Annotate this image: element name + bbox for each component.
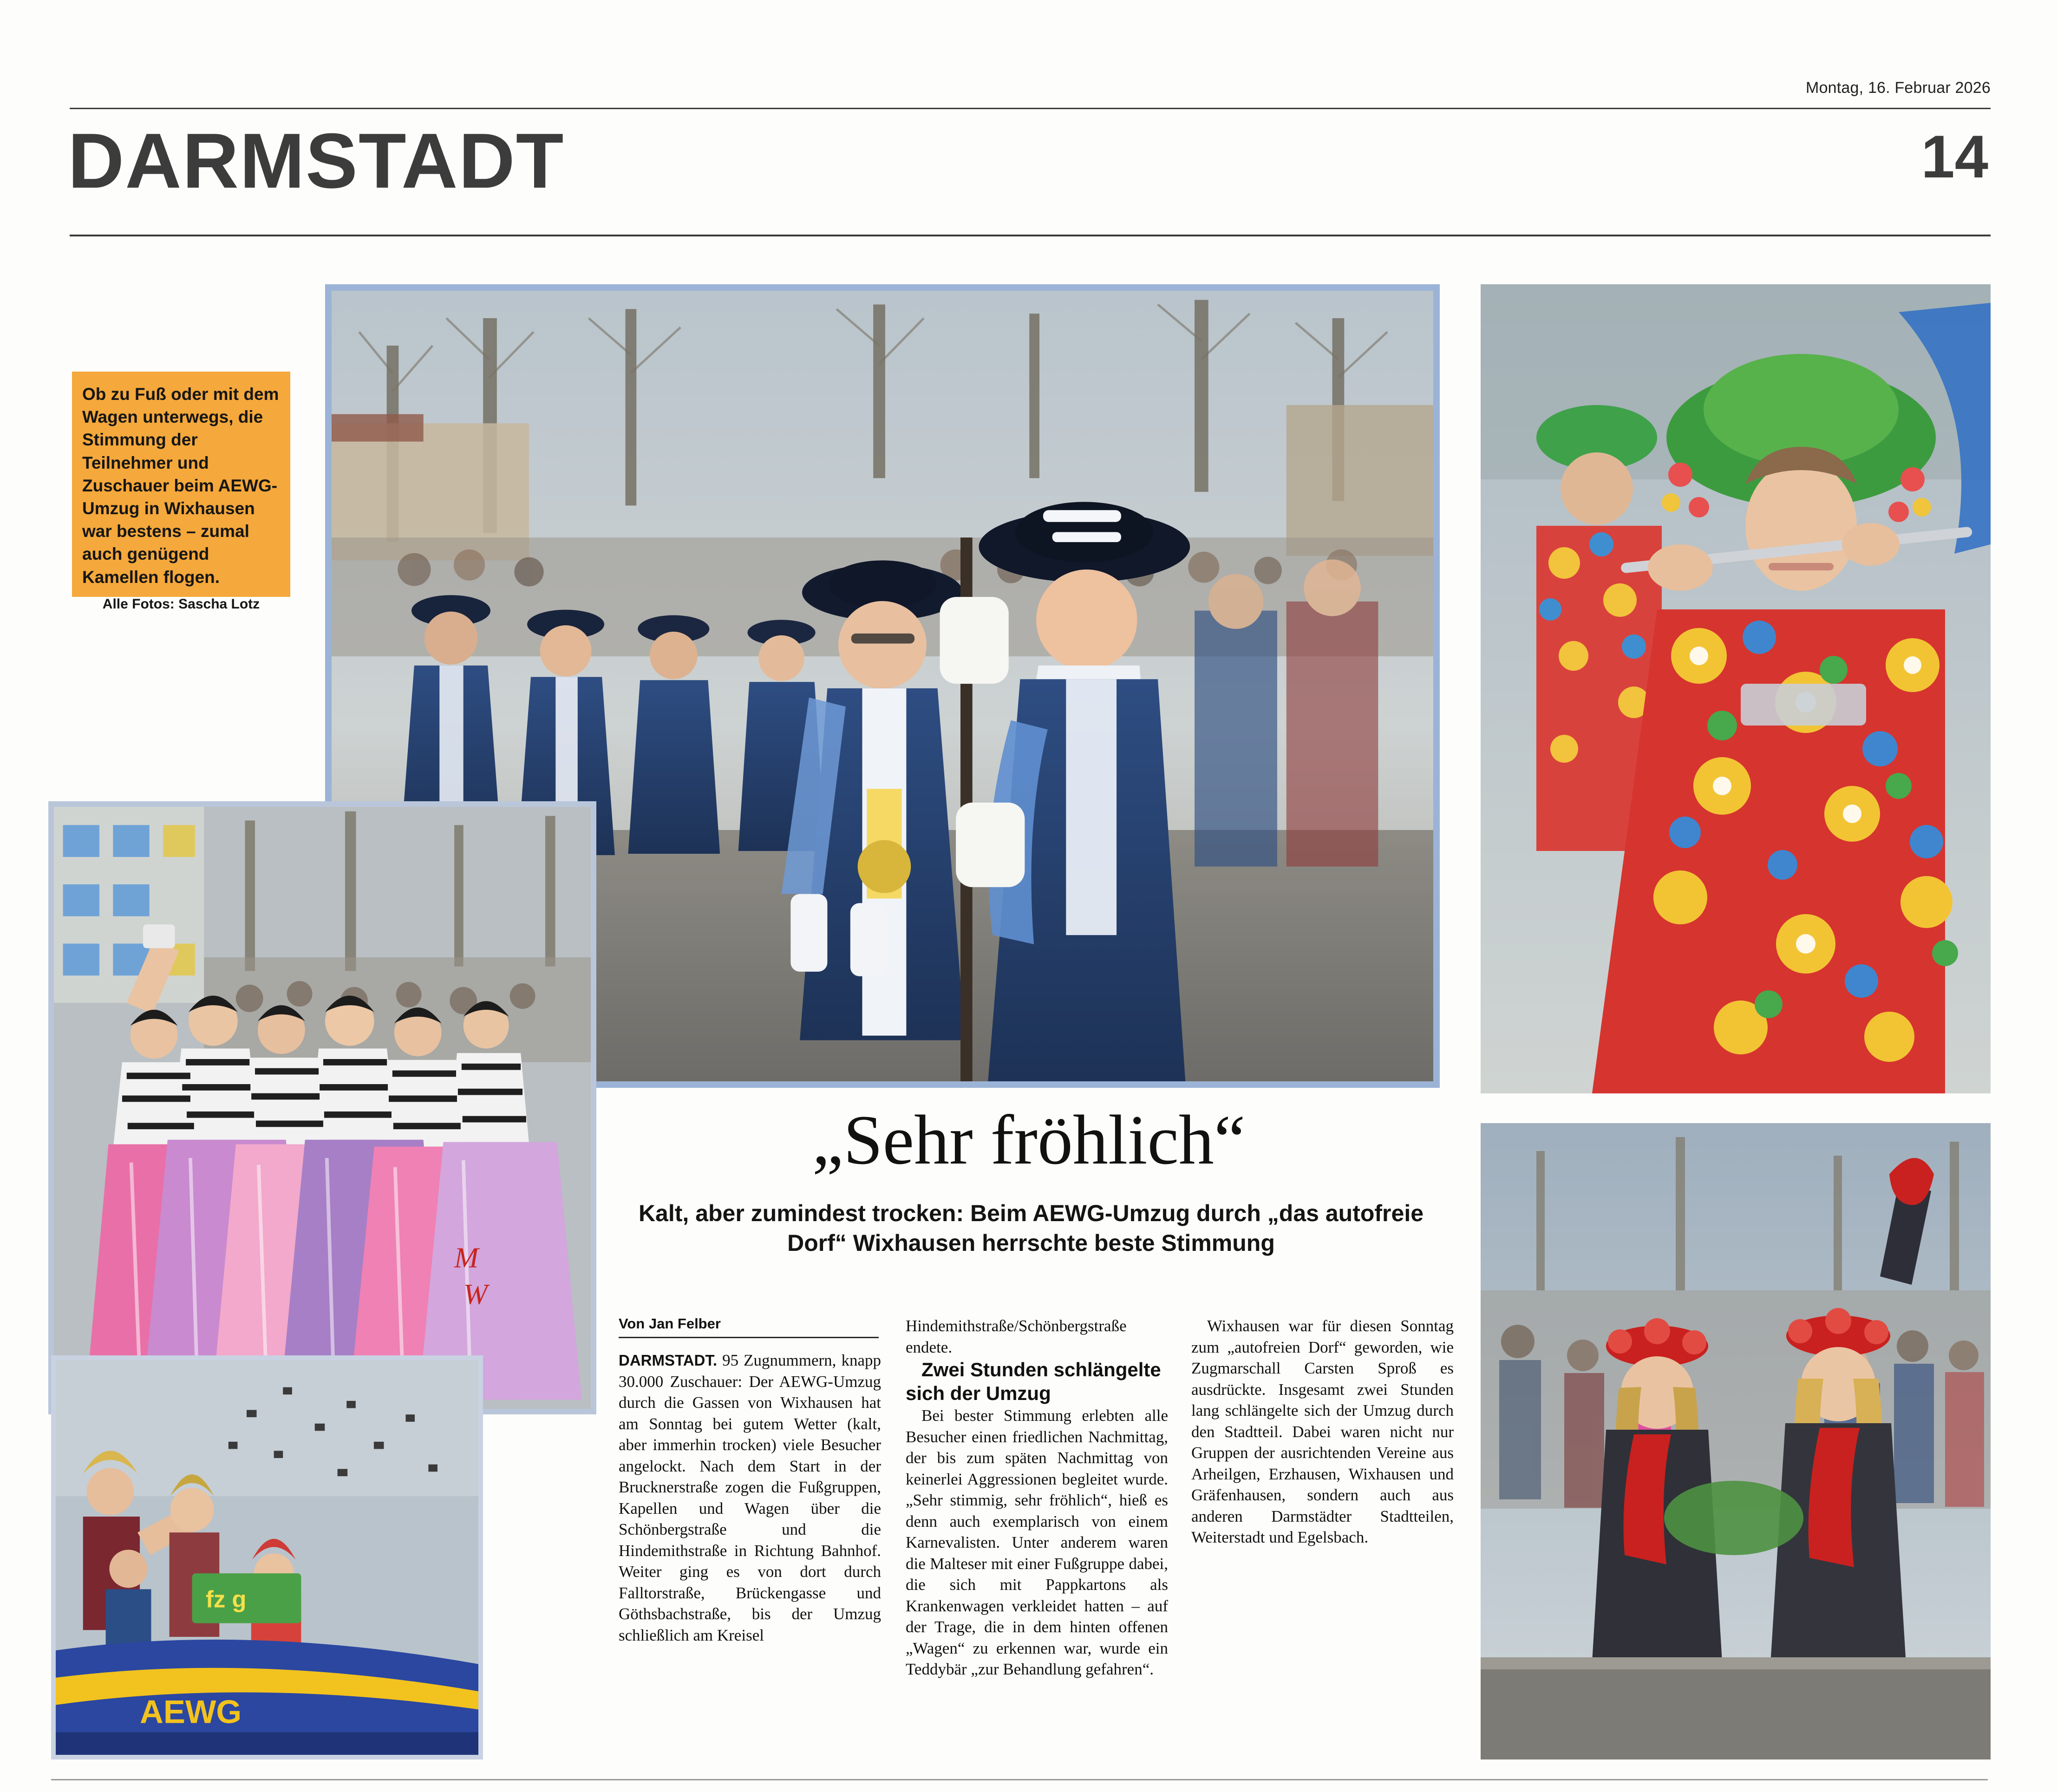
paragraph-1-text: 95 Zugnummern, knapp 30.000 Zuschauer: Der AEWG-Umzug durch die Gassen von Wixhausen hat am Sonntag bei gutem Wetter (kalt, aber immerhin trocken) viele Besucher angelockt. Nach dem Start in der Brucknerstraße zogen die Fußgruppen, Kapellen und Wagen über die Schönbergstraße und die Hindemithstraße in Richtung Bahnhof. Weiter ging es von dort durch Falltorstraße, Brückengasse und Göthsbachstraße, bis der Umzug schließlich am Kreisel (619, 1351, 881, 1644)
paragraph-1-continued: Hindemithstraße/Schönbergstraße endete. (906, 1317, 1127, 1356)
svg-text:W: W (463, 1278, 488, 1311)
byline: Von Jan Felber (619, 1315, 721, 1332)
zebra-costume-group-photo (48, 801, 596, 1414)
paragraph-1 (619, 1350, 881, 1646)
flute-player-photo (1481, 284, 1991, 1093)
svg-text:fz g: fz g (205, 1586, 247, 1613)
photo-credit: Alle Fotos: Sascha Lotz (102, 596, 260, 612)
paragraph-2: Bei bester Stimmung erlebten alle Besucher einen friedlichen Nachmittag, der bis zum späten Nachmittag von keinerlei Aggressionen begleitet wurde. „Sehr stimmig, sehr fröhlich“, hieß es denn auch exemplarisch von einem Karnevalisten. Unter anderem waren die Malteser mit einer Fußgruppe dabei, die sich mit Pappkartons als Krankenwagen verkleidet hatten – auf der Trage, die in dem hinten offenen „Wagen“ zu erkennen war, wurde ein Teddybär „zur Behandlung gefahren“. (906, 1406, 1168, 1679)
svg-text:AEWG: AEWG (140, 1693, 242, 1730)
paragraph-3: Wixhausen war für diesen Sonntag zum „autofreien Dorf“ geworden, wie Zugmarschall Carsten Sproß es ausdrückte. Insgesamt zwei Stunden lang schlängelte sich der Umzug durch den Stadtteil. Dabei waren nicht nur Gruppen der ausrichtenden Vereine aus Arheilgen, Erzhausen, Wixhausen und Gräfenhausen, sondern auch aus anderen Darmstädter Stadtteilen, Weiterstadt und Egelsbach. (1191, 1317, 1454, 1546)
article-column-2 (906, 1315, 1168, 1680)
crosshead: Zwei Stunden schlängelte sich der Umzug (906, 1359, 1161, 1405)
two-women-red-hats-photo (1481, 1123, 1991, 1759)
byline-rule (619, 1337, 879, 1338)
dateline: Montag, 16. Februar 2026 (1806, 79, 1991, 97)
svg-text:M: M (454, 1241, 479, 1274)
article-headline: „Sehr fröhlich“ (812, 1101, 1246, 1179)
aewg-float-photo (51, 1355, 483, 1759)
article-column-1 (619, 1350, 881, 1646)
photo-caption-box (72, 372, 290, 612)
masthead-top-rule (70, 108, 1991, 109)
page-title: DARMSTADT (68, 117, 565, 204)
bottom-rule (51, 1779, 1988, 1780)
masthead-bottom-rule (70, 235, 1991, 236)
photo-caption-text: Ob zu Fuß oder mit dem Wagen unterwegs, die Stimmung der Teilnehmer und Zuschauer beim AEWG-Umzug in Wixhausen war bestens – zumal auch genügend Kamellen flogen. (82, 385, 279, 587)
dateline-label: DARMSTADT. (619, 1352, 718, 1369)
page-number: 14 (1921, 123, 1988, 190)
article-column-3 (1191, 1315, 1454, 1548)
article-subheadline: Kalt, aber zumindest trocken: Beim AEWG-Umzug durch „das autofreie Dorf“ Wixhausen herrschte beste Stimmung (638, 1200, 1424, 1256)
